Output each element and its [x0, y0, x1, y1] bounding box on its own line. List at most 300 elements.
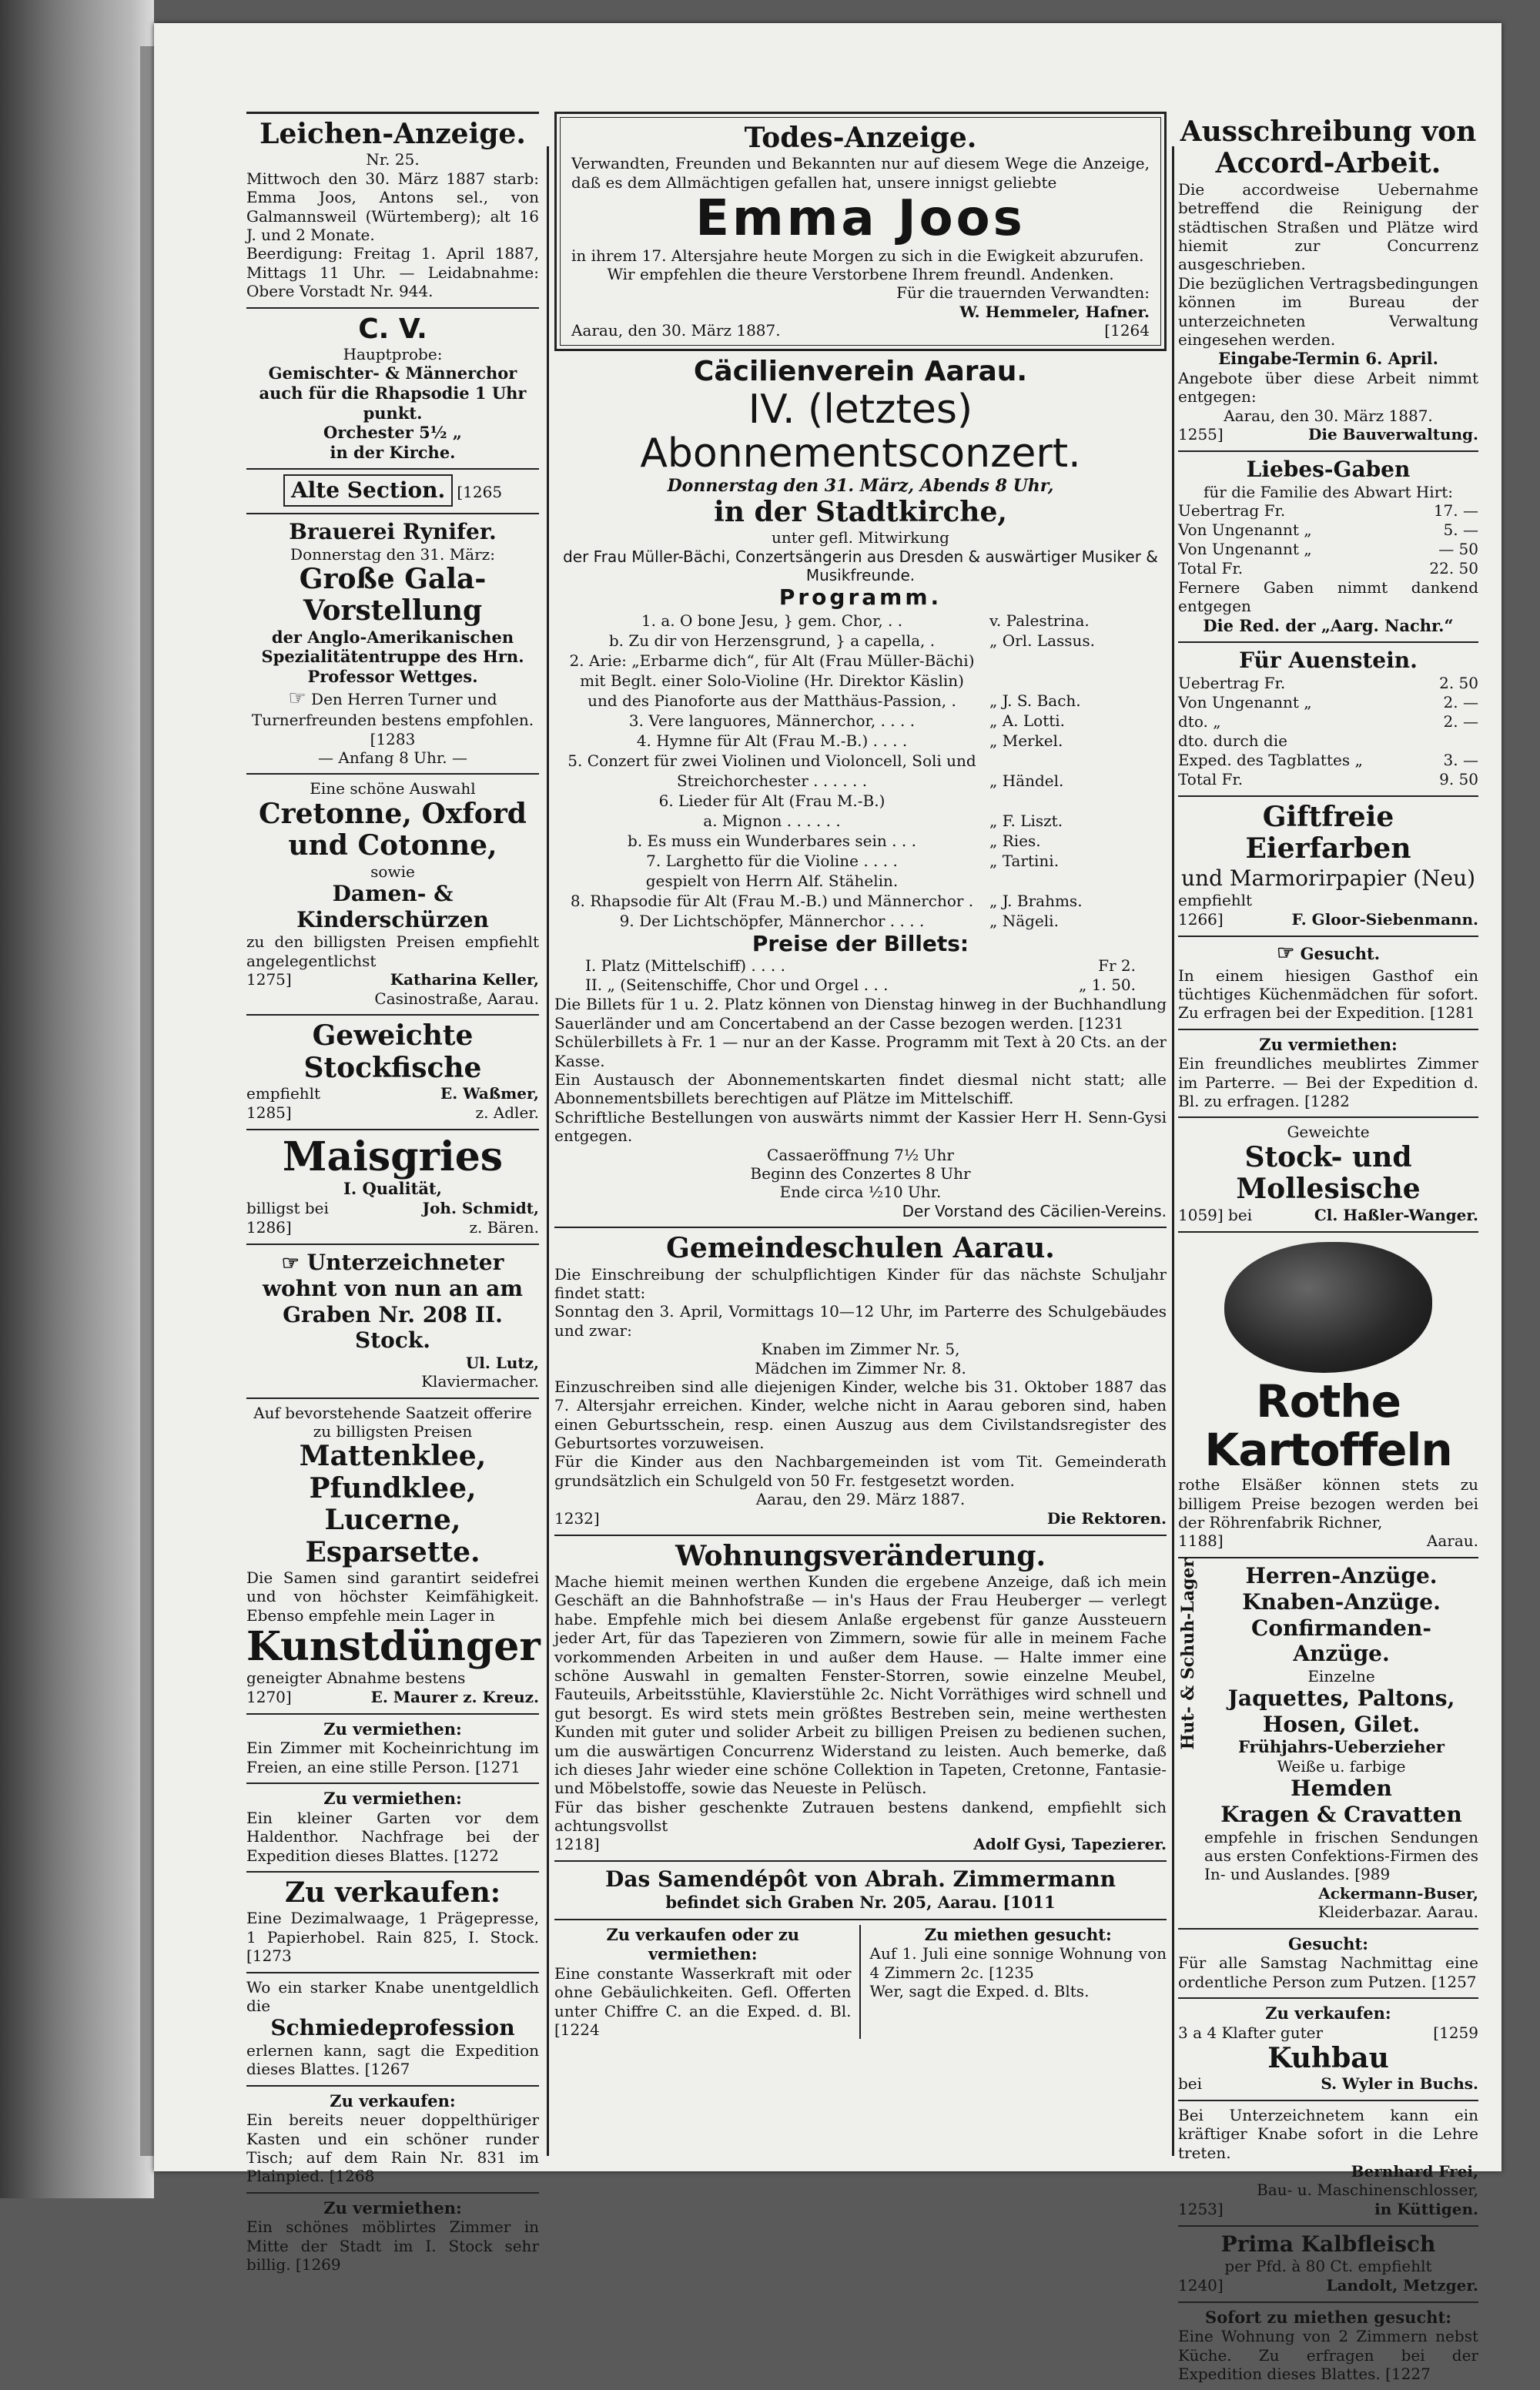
ad-samendepot [554, 1862, 1167, 1920]
text: der Anglo-Amerikanischen Spezialitätentruppe des Hrn. Professor Wettges. [261, 627, 524, 686]
program-item: 5. Conzert für zwei Violinen und Violoncell, Soli und [567, 751, 976, 770]
text: Orchester 5½ „ [323, 423, 462, 443]
heading: Zu vermiethen: [1259, 1034, 1398, 1054]
ref: [1271 [475, 1757, 521, 1776]
program-composer [989, 671, 1167, 691]
donation-amount: 2. 50 [1439, 674, 1478, 693]
text: empfehle in frischen Sendungen aus ersten Confektions-Firmen des In- und Auslandes. [1204, 1827, 1478, 1884]
donation-row [1178, 712, 1478, 731]
text: Einzelne [1307, 1666, 1375, 1685]
donation-label: Exped. des Tagblattes „ [1178, 751, 1363, 770]
ref: 1253] [1178, 2199, 1224, 2218]
program-composer: „ Händel. [989, 771, 1064, 790]
heading: C. V. [358, 313, 427, 345]
text: Auf bevorstehende Saatzeit offerire zu billigsten Preisen [253, 1403, 532, 1441]
ref: 1285] [246, 1103, 292, 1123]
heading: Jaquettes, Paltons, Hosen, Gilet. [1227, 1685, 1455, 1737]
ref: 1270] [246, 1687, 292, 1706]
text: per Pfd. à 80 Ct. empfiehlt [1224, 2257, 1432, 2276]
program-composer: v. Palestrina. [989, 611, 1090, 630]
text: in der Kirche. [330, 442, 456, 462]
heading: Schmiedeprofession [270, 2015, 515, 2041]
heading: Gemeindeschulen Aarau. [666, 1232, 1055, 1265]
program-composer [989, 751, 1167, 771]
heading: Confirmanden-Anzüge. [1251, 1615, 1431, 1667]
ref: [1264 [1104, 321, 1150, 340]
donation-amount: — 50 [1438, 540, 1478, 559]
donation-row [1178, 731, 1478, 751]
donation-label: Von Ungenannt „ [1178, 540, 1312, 559]
advertiser: Katharina Keller, [390, 969, 539, 989]
heading: Programm. [778, 584, 942, 611]
date: Donnerstag den 31. März, Abends 8 Uhr, [667, 475, 1054, 496]
text: Eingabe-Termin 6. April. [1218, 349, 1438, 369]
date: Aarau, den 29. März 1887. [755, 1490, 966, 1509]
heading: Mattenklee, [299, 1440, 487, 1473]
heading: Zu vermiethen: [323, 1719, 462, 1739]
text: Angebote über diese Arbeit nimmt entgegen: [1178, 368, 1478, 407]
text: Für die Kinder aus den Nachbargemeinden ist vom Tit. Gemeinderath grundsätzlich ein Schulgeld von 50 Fr. festgesetzt worden. [554, 1452, 1167, 1490]
text: Eine schöne Auswahl [310, 779, 476, 798]
heading: Geweichte Stockfische [303, 1019, 482, 1084]
program-list [554, 611, 1167, 931]
text: unter gefl. Mitwirkung [772, 528, 949, 547]
advertiser: Landolt, Metzger. [1326, 2275, 1478, 2295]
ad-concert [554, 351, 1167, 1228]
ad-wohnung-gesucht [870, 1925, 1167, 2040]
program-composer [989, 791, 1167, 811]
donation-label: Uebertrag Fr. [1178, 501, 1286, 521]
signature: Die Rektoren. [1046, 1508, 1167, 1528]
ad-alte-section [246, 470, 539, 514]
signature: W. Hemmeler, Hafner. [959, 302, 1150, 321]
ad-bottom-pair [554, 1920, 1167, 2046]
text: Eine Dezimalwaage, 1 Prägepresse, 1 Papierhobel. Rain 825, I. Stock. [246, 1909, 539, 1946]
advertiser: E. Waßmer, [440, 1084, 539, 1103]
advertiser: Cl. Haßler-Wanger. [1314, 1205, 1478, 1224]
heading: Esparsette. [305, 1535, 480, 1568]
donation-amount: 3. — [1443, 751, 1478, 770]
ad-gemeindeschulen [554, 1228, 1167, 1535]
ad-kuhbau [1178, 1999, 1478, 2101]
program-item: 3. Vere languores, Männerchor, . . . . [628, 711, 916, 730]
text: Beginn des Conzertes 8 Uhr [750, 1163, 971, 1183]
text: Die Einschreibung der schulpflichtigen Kinder für das nächste Schuljahr findet statt: [554, 1264, 1167, 1302]
ref: 1240] [1178, 2275, 1224, 2295]
text: Beerdigung: Freitag 1. April 1887, Mittags 11 Uhr. — Leidabnahme: Obere Vorstadt Nr. 944. [246, 244, 539, 301]
ad-lehrling [1178, 2101, 1478, 2227]
address: Casinostraße, Aarau. [374, 989, 539, 1008]
donation-amount: 9. 50 [1439, 770, 1478, 789]
heading: Kragen & Cravatten [1220, 1801, 1462, 1827]
heading: Unterzeichneter wohnt von nun an am Graben Nr. 208 II. Stock. [262, 1249, 524, 1354]
heading: Zu miethen gesucht: [924, 1924, 1112, 1944]
text: Für die trauernden Verwandten: [896, 283, 1150, 303]
donation-amount: 2. — [1443, 693, 1478, 712]
program-item: 1. a. O bone Jesu, } gem. Chor, . . [641, 611, 903, 630]
program-item: Streichorchester . . . . . . [676, 771, 868, 790]
pointing-hand-icon: ☞ [1276, 941, 1295, 965]
ref: [1265 [457, 483, 503, 502]
donation-row [1178, 693, 1478, 712]
date: Aarau, den 30. März 1887. [1224, 406, 1433, 425]
signature: Adolf Gysi, Tapezierer. [973, 1835, 1167, 1854]
ad-wohnungsveraenderung [554, 1536, 1167, 1863]
program-composer: „ J. S. Bach. [989, 691, 1081, 710]
column-rule-2 [1172, 146, 1174, 2156]
donation-label: Total Fr. [1178, 770, 1244, 789]
heading: Maisgries [282, 1133, 504, 1181]
program-item: und des Pianoforte aus der Matthäus-Passion, . [588, 691, 956, 710]
donation-row [1178, 540, 1478, 559]
ad-eierfarben [1178, 797, 1478, 937]
page-edge [140, 46, 154, 2156]
advertiser: Joh. Schmidt, [422, 1198, 539, 1217]
advertiser: E. Maurer z. Kreuz. [370, 1687, 539, 1706]
text: Mittwoch den 30. März 1887 starb: Emma Joos, Antons sel., von Galmannsweil (Würtemberg); alt 16 J. und 2 Monate. [246, 169, 539, 244]
date: Aarau, den 30. März 1887. [571, 321, 781, 340]
program-composer: „ Tartini. [989, 851, 1060, 870]
text: Donnerstag den 31. März: [290, 544, 495, 564]
heading: Todes-Anzeige. [744, 122, 977, 154]
heading: Prima Kalbfleisch [1220, 2231, 1436, 2257]
heading: und Marmorirpapier (Neu) [1180, 865, 1476, 891]
heading: Zu vermiethen: [323, 2198, 462, 2218]
ref: [1269 [295, 2255, 341, 2275]
heading: Sofort zu miethen gesucht: [1205, 2307, 1451, 2327]
donation-label: Uebertrag Fr. [1178, 674, 1286, 693]
ad-stock-mollefische [1178, 1118, 1478, 1232]
address: in Küttigen. [1374, 2199, 1478, 2218]
donation-row [1178, 501, 1478, 521]
advertiser: S. Wyler in Buchs. [1321, 2074, 1478, 2093]
text: zu den billigsten Preisen empfiehlt angelegentlichst [246, 932, 539, 970]
text: Schriftliche Bestellungen von auswärts nimmt der Kassier Herr H. Senn-Gysi entgegen. [554, 1107, 1167, 1146]
ad-schmiede [246, 1973, 539, 2087]
heading: Zu verkaufen: [1265, 2003, 1391, 2023]
ref: [1267 [364, 2060, 410, 2079]
ref: [1231 [1078, 1013, 1124, 1033]
heading: Große Gala-Vorstellung [299, 562, 487, 628]
text: rothe Elsäßer können stets zu billigem Preise bezogen werden bei der Röhrenfabrik Richner, [1178, 1475, 1478, 1532]
ad-verkaufen-1 [246, 1873, 539, 1973]
ad-verkaufen-2 [246, 2087, 539, 2194]
donation-row [1178, 559, 1478, 578]
text: Die bezüglichen Vertragsbedingungen können im Bureau der unterzeichneten Verwaltung eingesehen werden. [1178, 273, 1478, 349]
text: Eine constante Wasserkraft mit oder ohne Gebäulichkeiten. Gefl. Offerten unter Chiffre C. an die Exped. d. Bl. [554, 1963, 852, 2020]
ad-stockfische [246, 1016, 539, 1130]
text: billigst bei [246, 1198, 329, 1217]
ref: [1283 [370, 729, 416, 748]
text: empfiehlt [1178, 891, 1253, 910]
ad-kartoffeln [1178, 1233, 1478, 1559]
book-spine [0, 0, 154, 2198]
heading: Gesucht. [1300, 943, 1381, 963]
text: Ein kleiner Garten vor dem Haldenthor. Nachfrage bei der Expedition dieses Blattes. [246, 1808, 539, 1865]
organizer: Cäcilienverein Aarau. [693, 356, 1028, 388]
ref: [1235 [989, 1963, 1034, 1982]
ad-leichen-anzeige [246, 112, 539, 309]
text: der Frau Müller-Bächi, Conzertsängerin aus Dresden & auswärtiger Musiker & Musikfreunde. [563, 547, 1158, 584]
program-item: 2. Arie: „Erbarme dich“, für Alt (Frau Müller-Bächi) [569, 651, 975, 670]
ad-vermiethen-1 [246, 1715, 539, 1784]
text: erlernen kann, sagt die Expedition dieses Blattes. [246, 2040, 539, 2079]
ad-vermiethen-4 [1178, 1030, 1478, 1119]
text: — Anfang 8 Uhr. — [318, 748, 467, 768]
program-composer [989, 651, 1167, 671]
text: empfiehlt [246, 1084, 321, 1103]
address: Klaviermacher. [421, 1372, 539, 1391]
ref: 1232] [554, 1508, 600, 1528]
ad-vermiethen-3 [246, 2194, 539, 2281]
donation-label: dto. „ [1178, 712, 1221, 731]
ref: 1286] [246, 1217, 292, 1237]
donation-amount: 2. — [1443, 712, 1478, 731]
ref: [1281 [1430, 1003, 1475, 1023]
ad-brauerei [246, 514, 539, 775]
text: in ihrem 17. Altersjahre heute Morgen zu sich in die Ewigkeit abzurufen. [571, 246, 1144, 265]
ref: [1224 [554, 2020, 600, 2040]
program-composer: „ Nägeli. [989, 911, 1059, 930]
pointing-hand-icon: ☞ [281, 1251, 300, 1275]
address: z. Adler. [475, 1103, 539, 1123]
text: sowie [370, 862, 415, 881]
place: in der Stadtkirche, [714, 495, 1007, 528]
signature: Der Vorstand des Cäcilien-Vereins. [902, 1201, 1167, 1220]
number: Nr. 25. [366, 150, 420, 169]
ref: 1218] [554, 1835, 600, 1854]
ad-kalbfleisch [1178, 2227, 1478, 2303]
ref: 1059] bei [1178, 1205, 1253, 1224]
heading: Leichen-Anzeige. [259, 118, 526, 150]
signature: Die Red. der „Aarg. Nachr.“ [1203, 615, 1454, 635]
heading: Für Auenstein. [1239, 648, 1418, 674]
program-composer: „ A. Lotti. [989, 711, 1066, 730]
ref: 1266] [1178, 909, 1224, 929]
text: Verwandten, Freunden und Bekannten nur auf diesem Wege die Anzeige, daß es dem Allmächtigen gefallen hat, unsere innigst geliebte [571, 154, 1150, 192]
donation-row [1178, 770, 1478, 789]
ref: 1275] [246, 969, 292, 989]
column-rule-1 [547, 146, 549, 2156]
column-left [246, 112, 541, 2275]
donation-amount: 5. — [1443, 521, 1478, 540]
signature: Die Bauverwaltung. [1308, 425, 1478, 444]
heading: Alte Section. [283, 474, 453, 507]
ad-wasserkraft [554, 1925, 861, 2040]
ad-maisgries [246, 1130, 539, 1245]
text: für die Familie des Abwart Hirt: [1203, 482, 1454, 501]
concert-title: IV. (letztes) Abonnementsconzert. [640, 386, 1081, 477]
text: Ein freundliches meublirtes Zimmer im Parterre. — Bei der Expedition d. Bl. zu erfragen. [1178, 1054, 1478, 1111]
advertiser: F. Gloor-Siebenmann. [1291, 909, 1478, 929]
text: Bau- u. Maschinenschlosser, [1257, 2181, 1478, 2200]
text: Hauptprobe: [343, 344, 443, 363]
heading: Zu verkaufen oder zu vermiethen: [606, 1924, 800, 1964]
program-item: a. Mignon . . . . . . [703, 811, 841, 830]
address: Aarau. [1426, 1531, 1478, 1551]
price-label: II. „ (Seitenschiffe, Chor und Orgel . . . [585, 976, 889, 995]
text: Weiße u. farbige [1277, 1756, 1406, 1776]
ref: [1282 [1304, 1092, 1350, 1111]
program-item: 7. Larghetto für die Violine . . . . [646, 851, 898, 870]
pointing-hand-icon: ☞ [288, 686, 306, 710]
ad-liebes-gaben [1178, 452, 1478, 643]
text: Mache hiemit meinen werthen Kunden die ergebene Anzeige, daß ich mein Geschäft an die Bahnhofstraße — in's Haus der Frau Heuberger — verlegt habe. Empfehle mich bei diesem Anlaße ergebenst für ganze Aussteuern jeder Art, für das Tapezieren von Zimmern, sowie für alle in meinem Fache vorkommenden Arbeiten in und außer dem Hause. — Halte immer eine schöne Auswahl in gemalten Fenster-Storren, sowie einzelne Meubel, Fauteuils, Arbeitsstühle, Klavierstühle 2c. Nicht Vorräthiges wird schnell und gut besorgt. Es wird stets mein größtes Bestreben sein, meine werthesten Kunden mit guter und solider Arbeit zu billigen Preisen zu bedienen suchen, um die auswärtigen Concurrenz Widerstand zu leisten. Auch bemerke, daß ich dieses Jahr wieder eine schöne Collektion in Tapeten, Cretonne, Fantasie- und Möbelstoffe, sowie das Neueste in Pelüsch. [554, 1572, 1167, 1798]
program-item: b. Es muss ein Wunderbares sein . . . [628, 831, 916, 850]
text: Ende circa ½10 Uhr. [779, 1183, 942, 1202]
program-item: mit Beglt. einer Solo-Violine (Hr. Direktor Käslin) [580, 671, 964, 690]
text: I. Qualität, [343, 1179, 442, 1199]
text: Wer, sagt die Exped. d. Blts. [869, 1982, 1090, 2001]
potato-illustration [1224, 1242, 1432, 1373]
donation-row [1178, 751, 1478, 770]
text: Einzuschreiben sind alle diejenigen Kinder, welche bis 31. Oktober 1887 das 7. Altersjahr erreichen. Kinder, welche nicht in Aarau geboren sind, haben einen Geburtsschein, resp. einen Auszug aus dem Civilstandsregister des Geburtsortes vorzuweisen. [554, 1377, 1167, 1453]
text: 3 a 4 Klafter guter [1178, 2023, 1324, 2042]
ad-accord-arbeit [1178, 112, 1478, 452]
text: Cassaeröffnung 7½ Uhr [767, 1145, 954, 1164]
program-composer: „ Ries. [989, 831, 1041, 850]
donation-row [1178, 521, 1478, 540]
program-composer: „ Orl. Lassus. [989, 631, 1096, 650]
text: Die accordweise Uebernahme betreffend die Reinigung der städtischen Straßen und Plätze wird hiemit zur Concurrenz ausgeschrieben. [1178, 179, 1478, 274]
text: Auf 1. Juli eine sonnige Wohnung von 4 Zimmern 2c. [869, 1944, 1167, 1982]
donation-amount: 22. 50 [1429, 559, 1478, 578]
text: Wir empfehlen die theure Verstorbene Ihrem freundl. Andenken. [607, 264, 1114, 283]
price-value: Fr 2. [1098, 956, 1136, 976]
ref: 1255] [1178, 425, 1224, 444]
text: Für das bisher geschenkte Zutrauen bestens dankend, empfiehlt sich achtungsvollst [554, 1797, 1167, 1836]
ad-todes-anzeige [554, 112, 1167, 351]
donation-label: Von Ungenannt „ [1178, 693, 1312, 712]
address: z. Bären. [469, 1217, 539, 1237]
ad-samen [246, 1399, 539, 1715]
ad-cv [246, 309, 539, 470]
ref: [1268 [329, 2167, 375, 2186]
advertiser: Ul. Lutz, [465, 1353, 539, 1372]
text: In einem hiesigen Gasthof ein tüchtiges Küchenmädchen für sofort. Zu erfragen bei der Expedition. [1178, 966, 1478, 1023]
price-label: I. Platz (Mittelschiff) . . . . [585, 956, 785, 976]
ad-vermiethen-5 [1178, 2303, 1478, 2390]
text: Für alle Samstag Nachmittag eine ordentliche Person zum Putzen. [1178, 1953, 1478, 1991]
heading: Brauerei Rynifer. [289, 518, 497, 544]
text: Ein bereits neuer doppelthüriger Kasten und ein schöner runder Tisch; auf dem Rain Nr. 831 im Plainpied. [246, 2110, 539, 2186]
heading: Giftfreie Eierfarben [1245, 801, 1411, 865]
heading: Lucerne, [324, 1504, 461, 1537]
heading: Knaben-Anzüge. [1242, 1589, 1441, 1615]
heading: Hemden [1291, 1776, 1392, 1802]
program-item: 6. Lieder für Alt (Frau M.-B.) [658, 791, 886, 810]
donation-label: dto. durch die [1178, 731, 1287, 751]
heading: Kunstdünger [246, 1623, 541, 1671]
text: Den Herren Turner und Turnerfreunden bestens empfohlen. [251, 689, 534, 730]
ad-gesucht-1 [1178, 937, 1478, 1030]
heading: Damen- & Kinderschürzen [296, 880, 489, 932]
side-label: Hut- & Schuh-Lager [1178, 1558, 1198, 1750]
heading: Pfundklee, [309, 1471, 477, 1505]
text: Frühjahrs-Ueberzieher [1238, 1737, 1445, 1757]
ref: 1188] [1178, 1531, 1224, 1551]
heading: Gesucht: [1288, 1933, 1368, 1953]
text: Eine Wohnung von 2 Zimmern nebst Küche. Zu erfragen bei der Expedition dieses Blattes. [1178, 2327, 1478, 2384]
donation-row [1178, 674, 1478, 693]
ad-lutz [246, 1245, 539, 1399]
donation-list [1178, 674, 1478, 789]
text: Fernere Gaben nimmt dankend entgegen [1178, 578, 1478, 616]
ref: [1257 [1431, 1972, 1477, 1991]
heading: Cretonne, Oxford und Cotonne, [259, 797, 527, 862]
text: geneigter Abnahme bestens [246, 1669, 466, 1688]
ad-cretonne [246, 775, 539, 1016]
text: Ein Zimmer mit Kocheinrichtung im Freien, an eine stille Person. [246, 1739, 539, 1776]
text: Wo ein starker Knabe unentgeldlich die [246, 1977, 539, 2015]
heading: Preise der Billets: [752, 930, 969, 956]
program-item: 9. Der Lichtschöpfer, Männerchor . . . . [619, 911, 925, 930]
heading: Ausschreibung von Accord-Arbeit. [1180, 115, 1477, 180]
text: Ein Austausch der Abonnementskarten findet diesmal nicht statt; alle Abonnementsbillets berechtigen auf Plätze im Mittelschiff. [554, 1070, 1167, 1108]
price-value: „ 1. 50. [1079, 976, 1136, 995]
ref: [1011 [1003, 1893, 1056, 1913]
program-item: 8. Rhapsodie für Alt (Frau M.-B.) und Männerchor . [570, 891, 974, 910]
donation-label: Von Ungenannt „ [1178, 521, 1312, 540]
donation-amount: 17. — [1433, 501, 1478, 521]
heading: Zu vermiethen: [323, 1789, 462, 1809]
text: Sonntag den 3. April, Vormittags 10—12 Uhr, im Parterre des Schulgebäudes und zwar: [554, 1302, 1167, 1340]
heading: Das Samendépôt von Abrah. Zimmermann [605, 1866, 1116, 1893]
ref: [1227 [1385, 2365, 1431, 2384]
text: bei [1178, 2074, 1203, 2093]
program-composer: „ J. Brahms. [989, 891, 1083, 910]
text: Mädchen im Zimmer Nr. 8. [755, 1358, 966, 1377]
text: Schülerbillets à Fr. 1 — nur an der Kasse. Programm mit Text à 20 Cts. an der Kasse. [554, 1033, 1167, 1070]
advertiser: Bernhard Frei, [1351, 2162, 1478, 2181]
text: Gemischter- & Männerchor auch für die Rhapsodie 1 Uhr punkt. [259, 363, 527, 423]
program-composer [989, 871, 1167, 891]
heading: Zu verkaufen: [330, 2090, 456, 2110]
address: Kleiderbazar. Aarau. [1317, 1903, 1478, 1922]
heading: Rothe Kartoffeln [1204, 1374, 1452, 1477]
heading: Kuhbau [1267, 2041, 1389, 2074]
program-item: b. Zu dir von Herzensgrund, } a capella, . [608, 631, 936, 650]
text: befindet sich Graben Nr. 205, Aarau. [665, 1893, 997, 1913]
program-item: gespielt von Herrn Alf. Stähelin. [645, 871, 899, 890]
ref: [1259 [1433, 2023, 1478, 2042]
program-composer: „ Merkel. [989, 731, 1063, 750]
heading: Liebes-Gaben [1246, 457, 1411, 483]
ad-auenstein [1178, 643, 1478, 797]
ref: [1273 [246, 1946, 292, 1966]
program-composer: „ F. Liszt. [989, 811, 1063, 830]
text: Bei Unterzeichnetem kann ein kräftiger Knabe sofort in die Lehre treten. [1178, 2105, 1478, 2162]
deceased-name: Emma Joos [695, 190, 1026, 248]
text: Ein schönes möblirtes Zimmer in Mitte der Stadt im I. Stock sehr billig. [246, 2218, 539, 2275]
text: Geweichte [1287, 1123, 1370, 1142]
ref: [989 [1354, 1865, 1391, 1884]
text: Die Billets für 1 u. 2. Platz können von Dienstag hinweg in der Buchhandlung Sauerländer und am Concertabend an der Casse bezogen werden. [554, 995, 1167, 1033]
ad-vermiethen-2 [246, 1784, 539, 1873]
column-center [554, 112, 1167, 2156]
ad-herren-anzuege [1178, 1558, 1478, 1929]
column-right [1178, 112, 1478, 2384]
donation-label: Total Fr. [1178, 559, 1244, 578]
text: Die Samen sind garantirt seidefrei und von höchster Keimfähigkeit. Ebenso empfehle mein Lager in [246, 1568, 539, 1625]
ref: [1272 [454, 1846, 499, 1865]
heading: Zu verkaufen: [284, 1876, 501, 1909]
heading: Wohnungsveränderung. [675, 1539, 1046, 1572]
heading: Stock- und Mollesische [1236, 1140, 1421, 1206]
program-item: 4. Hymne für Alt (Frau M.-B.) . . . . [636, 731, 908, 750]
ad-gesucht-2 [1178, 1930, 1478, 1999]
heading: Herren-Anzüge. [1245, 1563, 1438, 1589]
